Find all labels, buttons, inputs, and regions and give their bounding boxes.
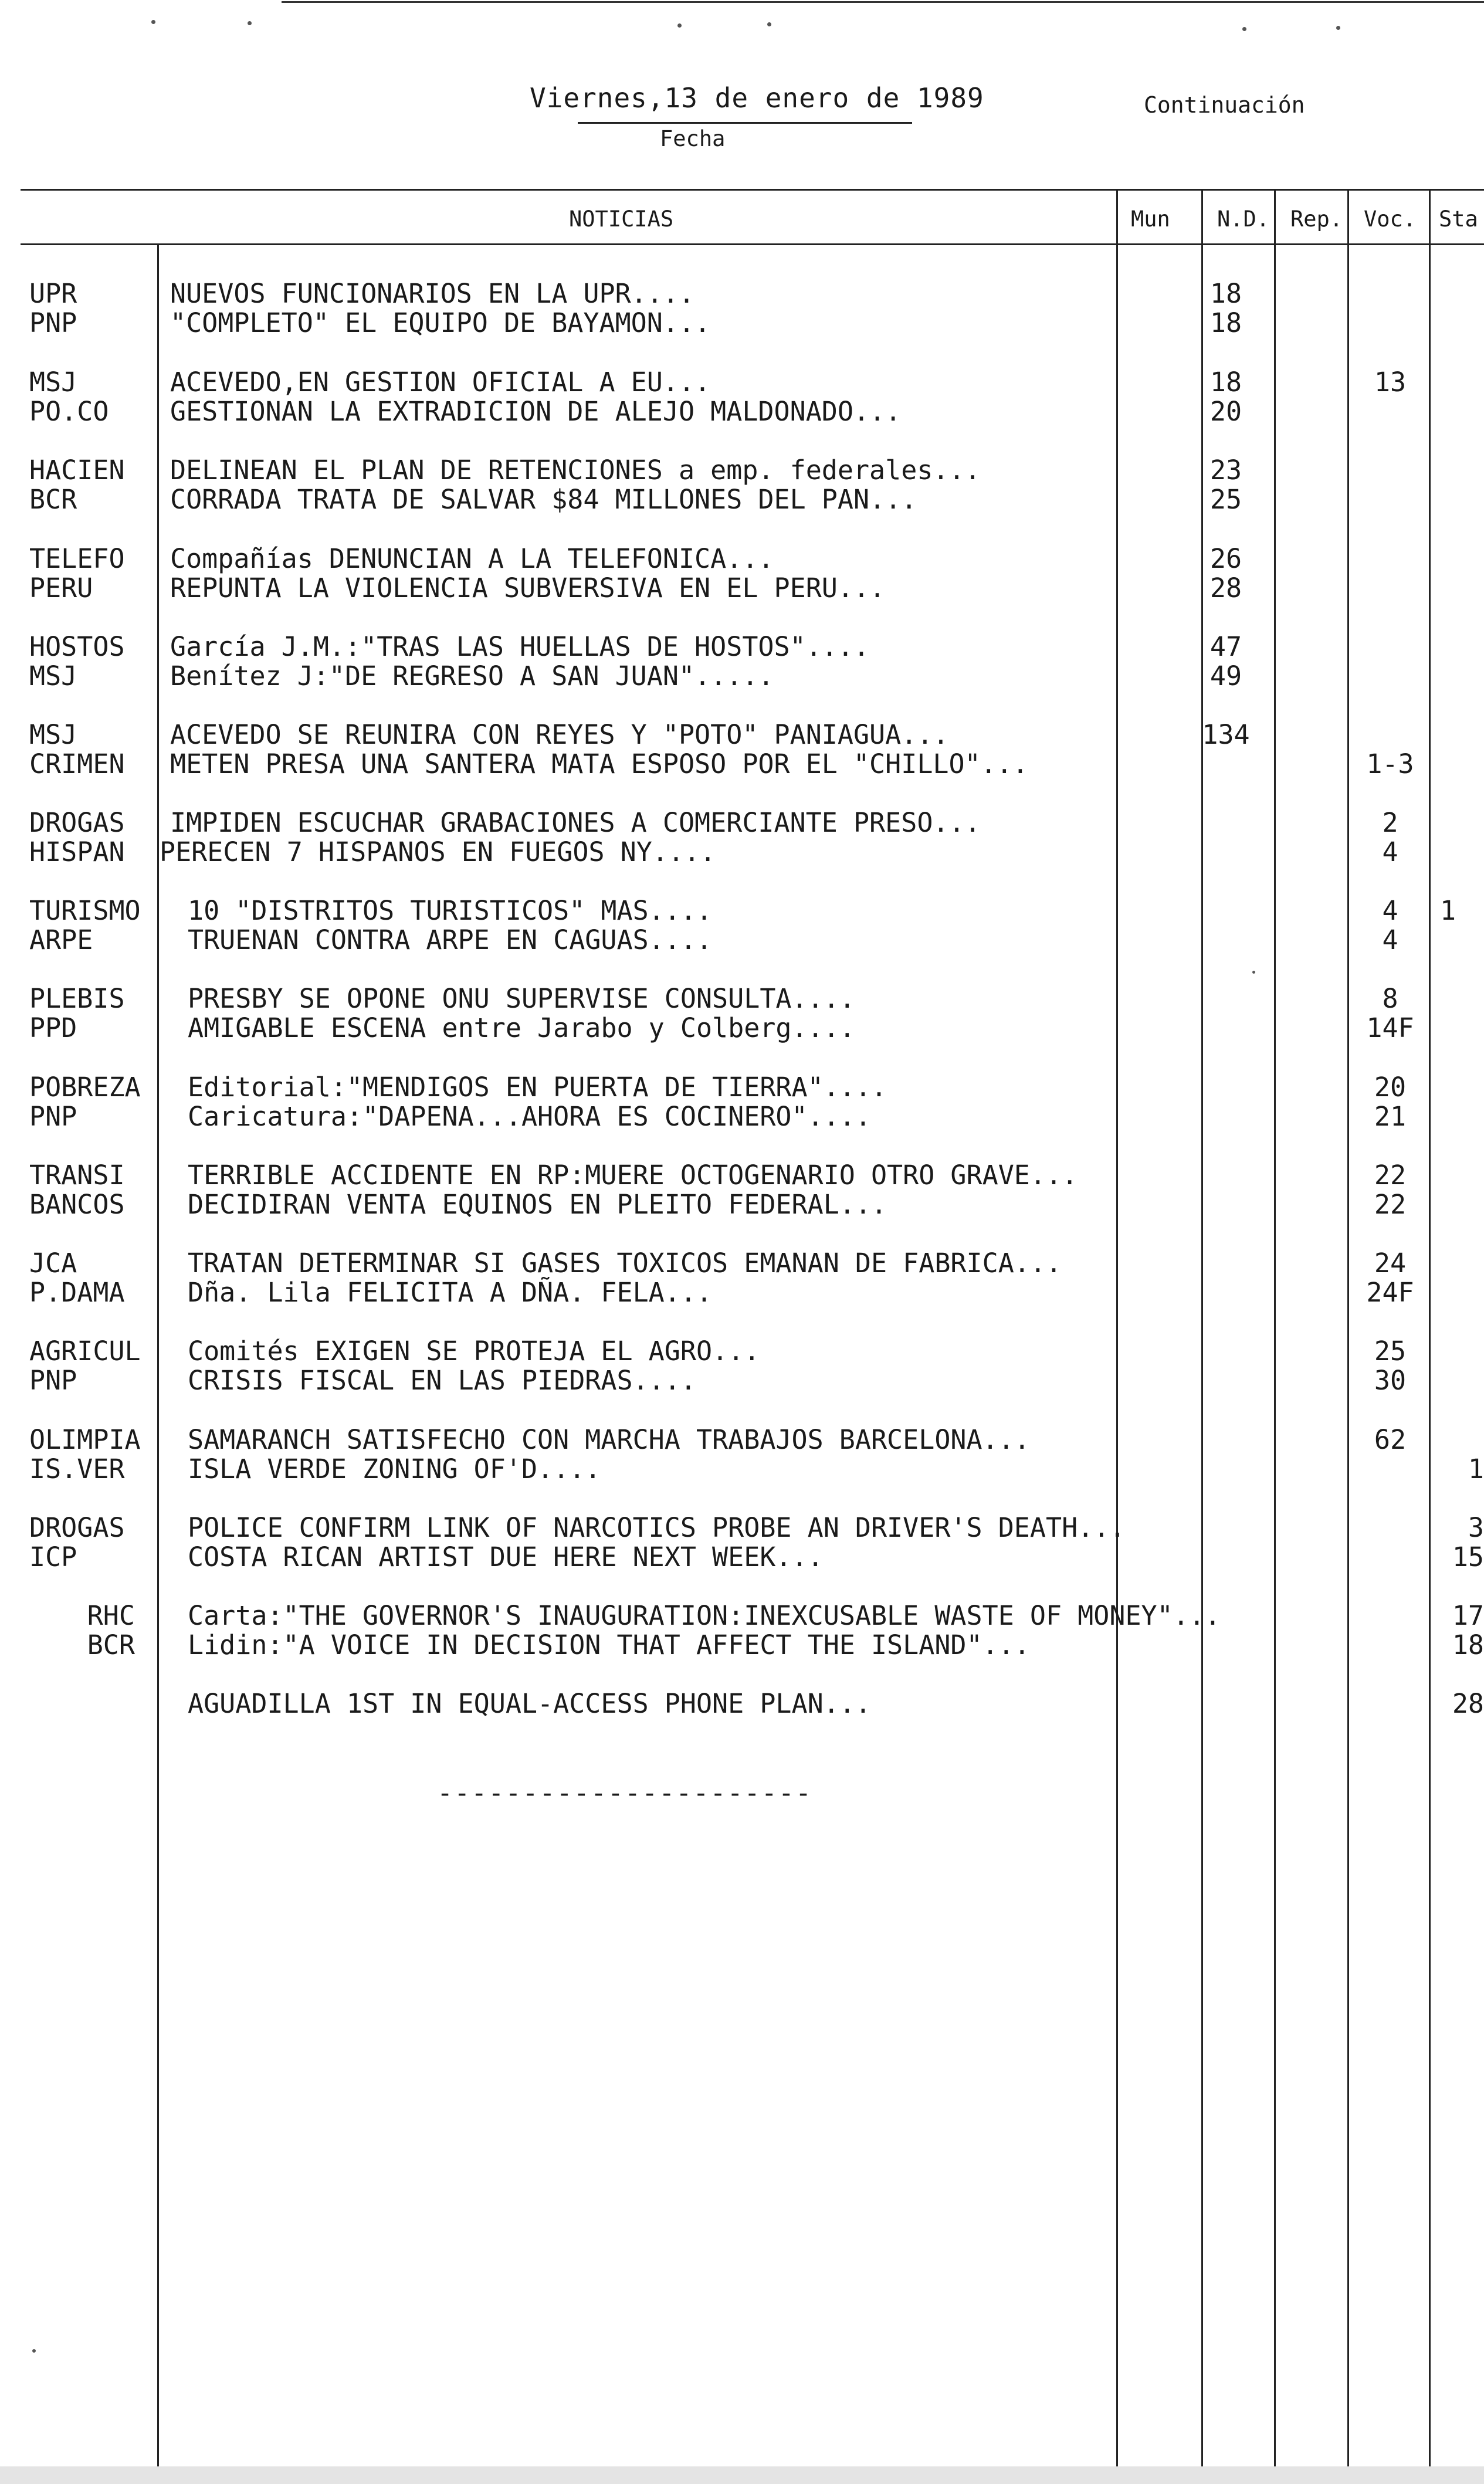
- row-code: PO.CO: [29, 396, 109, 427]
- row-voc: 30: [1374, 1365, 1407, 1396]
- rep-column-divider: [1274, 189, 1276, 2468]
- row-code: BCR: [87, 1629, 135, 1660]
- row-headline: TRATAN DETERMINAR SI GASES TOXICOS EMANAN DE FABRICA...: [188, 1248, 1062, 1279]
- row-headline: "COMPLETO" EL EQUIPO DE BAYAMON...: [170, 307, 711, 338]
- row-headline: COSTA RICAN ARTIST DUE HERE NEXT WEEK...: [188, 1541, 824, 1573]
- row-nd: 134: [1202, 719, 1250, 750]
- row-sta: 3: [1468, 1512, 1484, 1543]
- row-nd: 18: [1209, 367, 1242, 398]
- row-headline: CORRADA TRATA DE SALVAR $84 MILLONES DEL PAN...: [170, 484, 917, 515]
- row-nd: 25: [1209, 484, 1242, 515]
- row-headline: Dña. Lila FELICITA A DÑA. FELA...: [188, 1277, 713, 1308]
- row-headline: García J.M.:"TRAS LAS HUELLAS DE HOSTOS"....: [170, 631, 870, 662]
- row-headline: TRUENAN CONTRA ARPE EN CAGUAS....: [188, 924, 713, 955]
- row-code: PNP: [29, 1365, 77, 1396]
- row-code: RHC: [87, 1600, 135, 1631]
- row-nd: 23: [1209, 455, 1242, 486]
- row-code: PNP: [29, 307, 77, 338]
- scan-speck: [1336, 26, 1340, 30]
- code-column-divider: [157, 245, 159, 2468]
- scan-speck: [248, 21, 252, 25]
- top-rule: [282, 1, 1484, 3]
- row-code: PLEBIS: [29, 983, 125, 1014]
- row-headline: POLICE CONFIRM LINK OF NARCOTICS PROBE AN DRIVER'S DEATH...: [188, 1512, 1126, 1543]
- row-nd: 18: [1209, 278, 1242, 309]
- row-code: DROGAS: [29, 807, 125, 838]
- row-headline: CRISIS FISCAL EN LAS PIEDRAS....: [188, 1365, 696, 1396]
- mun-column-divider: [1116, 189, 1118, 2468]
- continuation-label: Continuación: [1144, 92, 1305, 118]
- row-headline: PRESBY SE OPONE ONU SUPERVISE CONSULTA....: [188, 983, 855, 1014]
- header-noticias: NOTICIAS: [569, 206, 674, 232]
- row-nd: 49: [1209, 660, 1242, 692]
- header-rep: Rep.: [1290, 206, 1343, 232]
- row-voc: 25: [1374, 1336, 1407, 1367]
- row-voc: 8: [1382, 983, 1398, 1014]
- row-sta: 1: [1440, 895, 1456, 926]
- row-sta: 15: [1452, 1541, 1484, 1573]
- row-code: TRANSI: [29, 1160, 125, 1191]
- row-nd: 28: [1209, 572, 1242, 604]
- row-headline: AGUADILLA 1ST IN EQUAL-ACCESS PHONE PLAN...: [188, 1688, 871, 1719]
- row-headline: Carta:"THE GOVERNOR'S INAUGURATION:INEXCUSABLE WASTE OF MONEY"...: [188, 1600, 1221, 1631]
- row-headline: METEN PRESA UNA SANTERA MATA ESPOSO POR EL "CHILLO"...: [170, 748, 1028, 780]
- row-headline: REPUNTA LA VIOLENCIA SUBVERSIVA EN EL PERU...: [170, 572, 886, 604]
- row-code: AGRICUL: [29, 1336, 141, 1367]
- row-code: ARPE: [29, 924, 93, 955]
- row-headline: AMIGABLE ESCENA entre Jarabo y Colberg....: [188, 1012, 855, 1043]
- scan-speck: [1252, 971, 1255, 974]
- row-headline: ACEVEDO SE REUNIRA CON REYES Y "POTO" PANIAGUA...: [170, 719, 949, 750]
- table-top-rule: [21, 189, 1484, 191]
- row-code: PERU: [29, 572, 93, 604]
- sta-column-divider: [1429, 189, 1431, 2468]
- scan-bottom-edge: [0, 2466, 1484, 2484]
- scan-speck: [1242, 27, 1246, 31]
- row-headline: ACEVEDO,EN GESTION OFICIAL A EU...: [170, 367, 711, 398]
- row-headline: GESTIONAN LA EXTRADICION DE ALEJO MALDONADO...: [170, 396, 902, 427]
- row-voc: 14F: [1366, 1012, 1414, 1043]
- row-voc: 24F: [1366, 1277, 1414, 1308]
- closing-dash-rule: ----------------------: [437, 1777, 813, 1808]
- row-nd: 26: [1209, 543, 1242, 574]
- row-sta: 18: [1452, 1629, 1484, 1660]
- scan-speck: [677, 23, 682, 28]
- row-voc: 20: [1374, 1072, 1407, 1103]
- row-code: JCA: [29, 1248, 77, 1279]
- row-voc: 4: [1382, 836, 1398, 867]
- row-headline: Comités EXIGEN SE PROTEJA EL AGRO...: [188, 1336, 760, 1367]
- row-code: TELEFO: [29, 543, 125, 574]
- row-code: MSJ: [29, 660, 77, 692]
- row-voc: 4: [1382, 895, 1398, 926]
- voc-column-divider: [1347, 189, 1349, 2468]
- row-voc: 22: [1374, 1189, 1407, 1220]
- row-headline: TERRIBLE ACCIDENTE EN RP:MUERE OCTOGENARIO OTRO GRAVE...: [188, 1160, 1078, 1191]
- row-code: PNP: [29, 1101, 77, 1132]
- row-headline: Benítez J:"DE REGRESO A SAN JUAN".....: [170, 660, 774, 692]
- row-headline: ISLA VERDE ZONING OF'D....: [188, 1453, 601, 1485]
- row-code: PPD: [29, 1012, 77, 1043]
- date-underline: [578, 122, 912, 124]
- table-header-rule: [21, 243, 1484, 245]
- row-headline: NUEVOS FUNCIONARIOS EN LA UPR....: [170, 278, 695, 309]
- row-voc: 1-3: [1366, 748, 1414, 780]
- row-headline: DECIDIRAN VENTA EQUINOS EN PLEITO FEDERAL...: [188, 1189, 887, 1220]
- row-code: TURISMO: [29, 895, 141, 926]
- header-voc: Voc.: [1364, 206, 1417, 232]
- row-sta: 17: [1452, 1600, 1484, 1631]
- row-code: UPR: [29, 278, 77, 309]
- row-headline: Lidin:"A VOICE IN DECISION THAT AFFECT THE ISLAND"...: [188, 1629, 1030, 1660]
- row-voc: 24: [1374, 1248, 1407, 1279]
- header-nd: N.D.: [1217, 206, 1270, 232]
- header-sta: Sta: [1439, 206, 1478, 232]
- document-date: Viernes,13 de enero de 1989: [530, 82, 984, 114]
- row-code: P.DAMA: [29, 1277, 125, 1308]
- row-code: HISPAN: [29, 836, 125, 867]
- scan-speck: [32, 2349, 36, 2353]
- row-nd: 18: [1209, 307, 1242, 338]
- row-code: CRIMEN: [29, 748, 125, 780]
- row-voc: 2: [1382, 807, 1398, 838]
- row-headline: Compañías DENUNCIAN A LA TELEFONICA...: [170, 543, 774, 574]
- row-code: ICP: [29, 1541, 77, 1573]
- row-headline: PERECEN 7 HISPANOS EN FUEGOS NY....: [160, 836, 716, 867]
- row-code: BCR: [29, 484, 77, 515]
- row-sta: 1: [1468, 1453, 1484, 1485]
- header-mun: Mun: [1131, 206, 1170, 232]
- row-code: MSJ: [29, 719, 77, 750]
- row-code: OLIMPIA: [29, 1424, 141, 1455]
- row-code: DROGAS: [29, 1512, 125, 1543]
- row-headline: IMPIDEN ESCUCHAR GRABACIONES A COMERCIANTE PRESO...: [170, 807, 981, 838]
- row-voc: 62: [1374, 1424, 1407, 1455]
- row-code: MSJ: [29, 367, 77, 398]
- row-code: HACIEN: [29, 455, 125, 486]
- row-voc: 4: [1382, 924, 1398, 955]
- row-headline: Editorial:"MENDIGOS EN PUERTA DE TIERRA"....: [188, 1072, 887, 1103]
- scan-speck: [767, 22, 771, 26]
- row-voc: 21: [1374, 1101, 1407, 1132]
- date-label: Fecha: [660, 126, 726, 151]
- row-code: IS.VER: [29, 1453, 125, 1485]
- row-headline: Caricatura:"DAPENA...AHORA ES COCINERO"....: [188, 1101, 871, 1132]
- row-nd: 20: [1209, 396, 1242, 427]
- row-code: POBREZA: [29, 1072, 141, 1103]
- scan-speck: [151, 20, 155, 24]
- row-headline: DELINEAN EL PLAN DE RETENCIONES a emp. federales...: [170, 455, 981, 486]
- row-headline: SAMARANCH SATISFECHO CON MARCHA TRABAJOS BARCELONA...: [188, 1424, 1030, 1455]
- row-voc: 13: [1374, 367, 1407, 398]
- row-code: BANCOS: [29, 1189, 125, 1220]
- row-nd: 47: [1209, 631, 1242, 662]
- row-code: HOSTOS: [29, 631, 125, 662]
- row-voc: 22: [1374, 1160, 1407, 1191]
- row-headline: 10 "DISTRITOS TURISTICOS" MAS....: [188, 895, 713, 926]
- row-sta: 28: [1452, 1688, 1484, 1719]
- nd-column-divider: [1201, 189, 1203, 2468]
